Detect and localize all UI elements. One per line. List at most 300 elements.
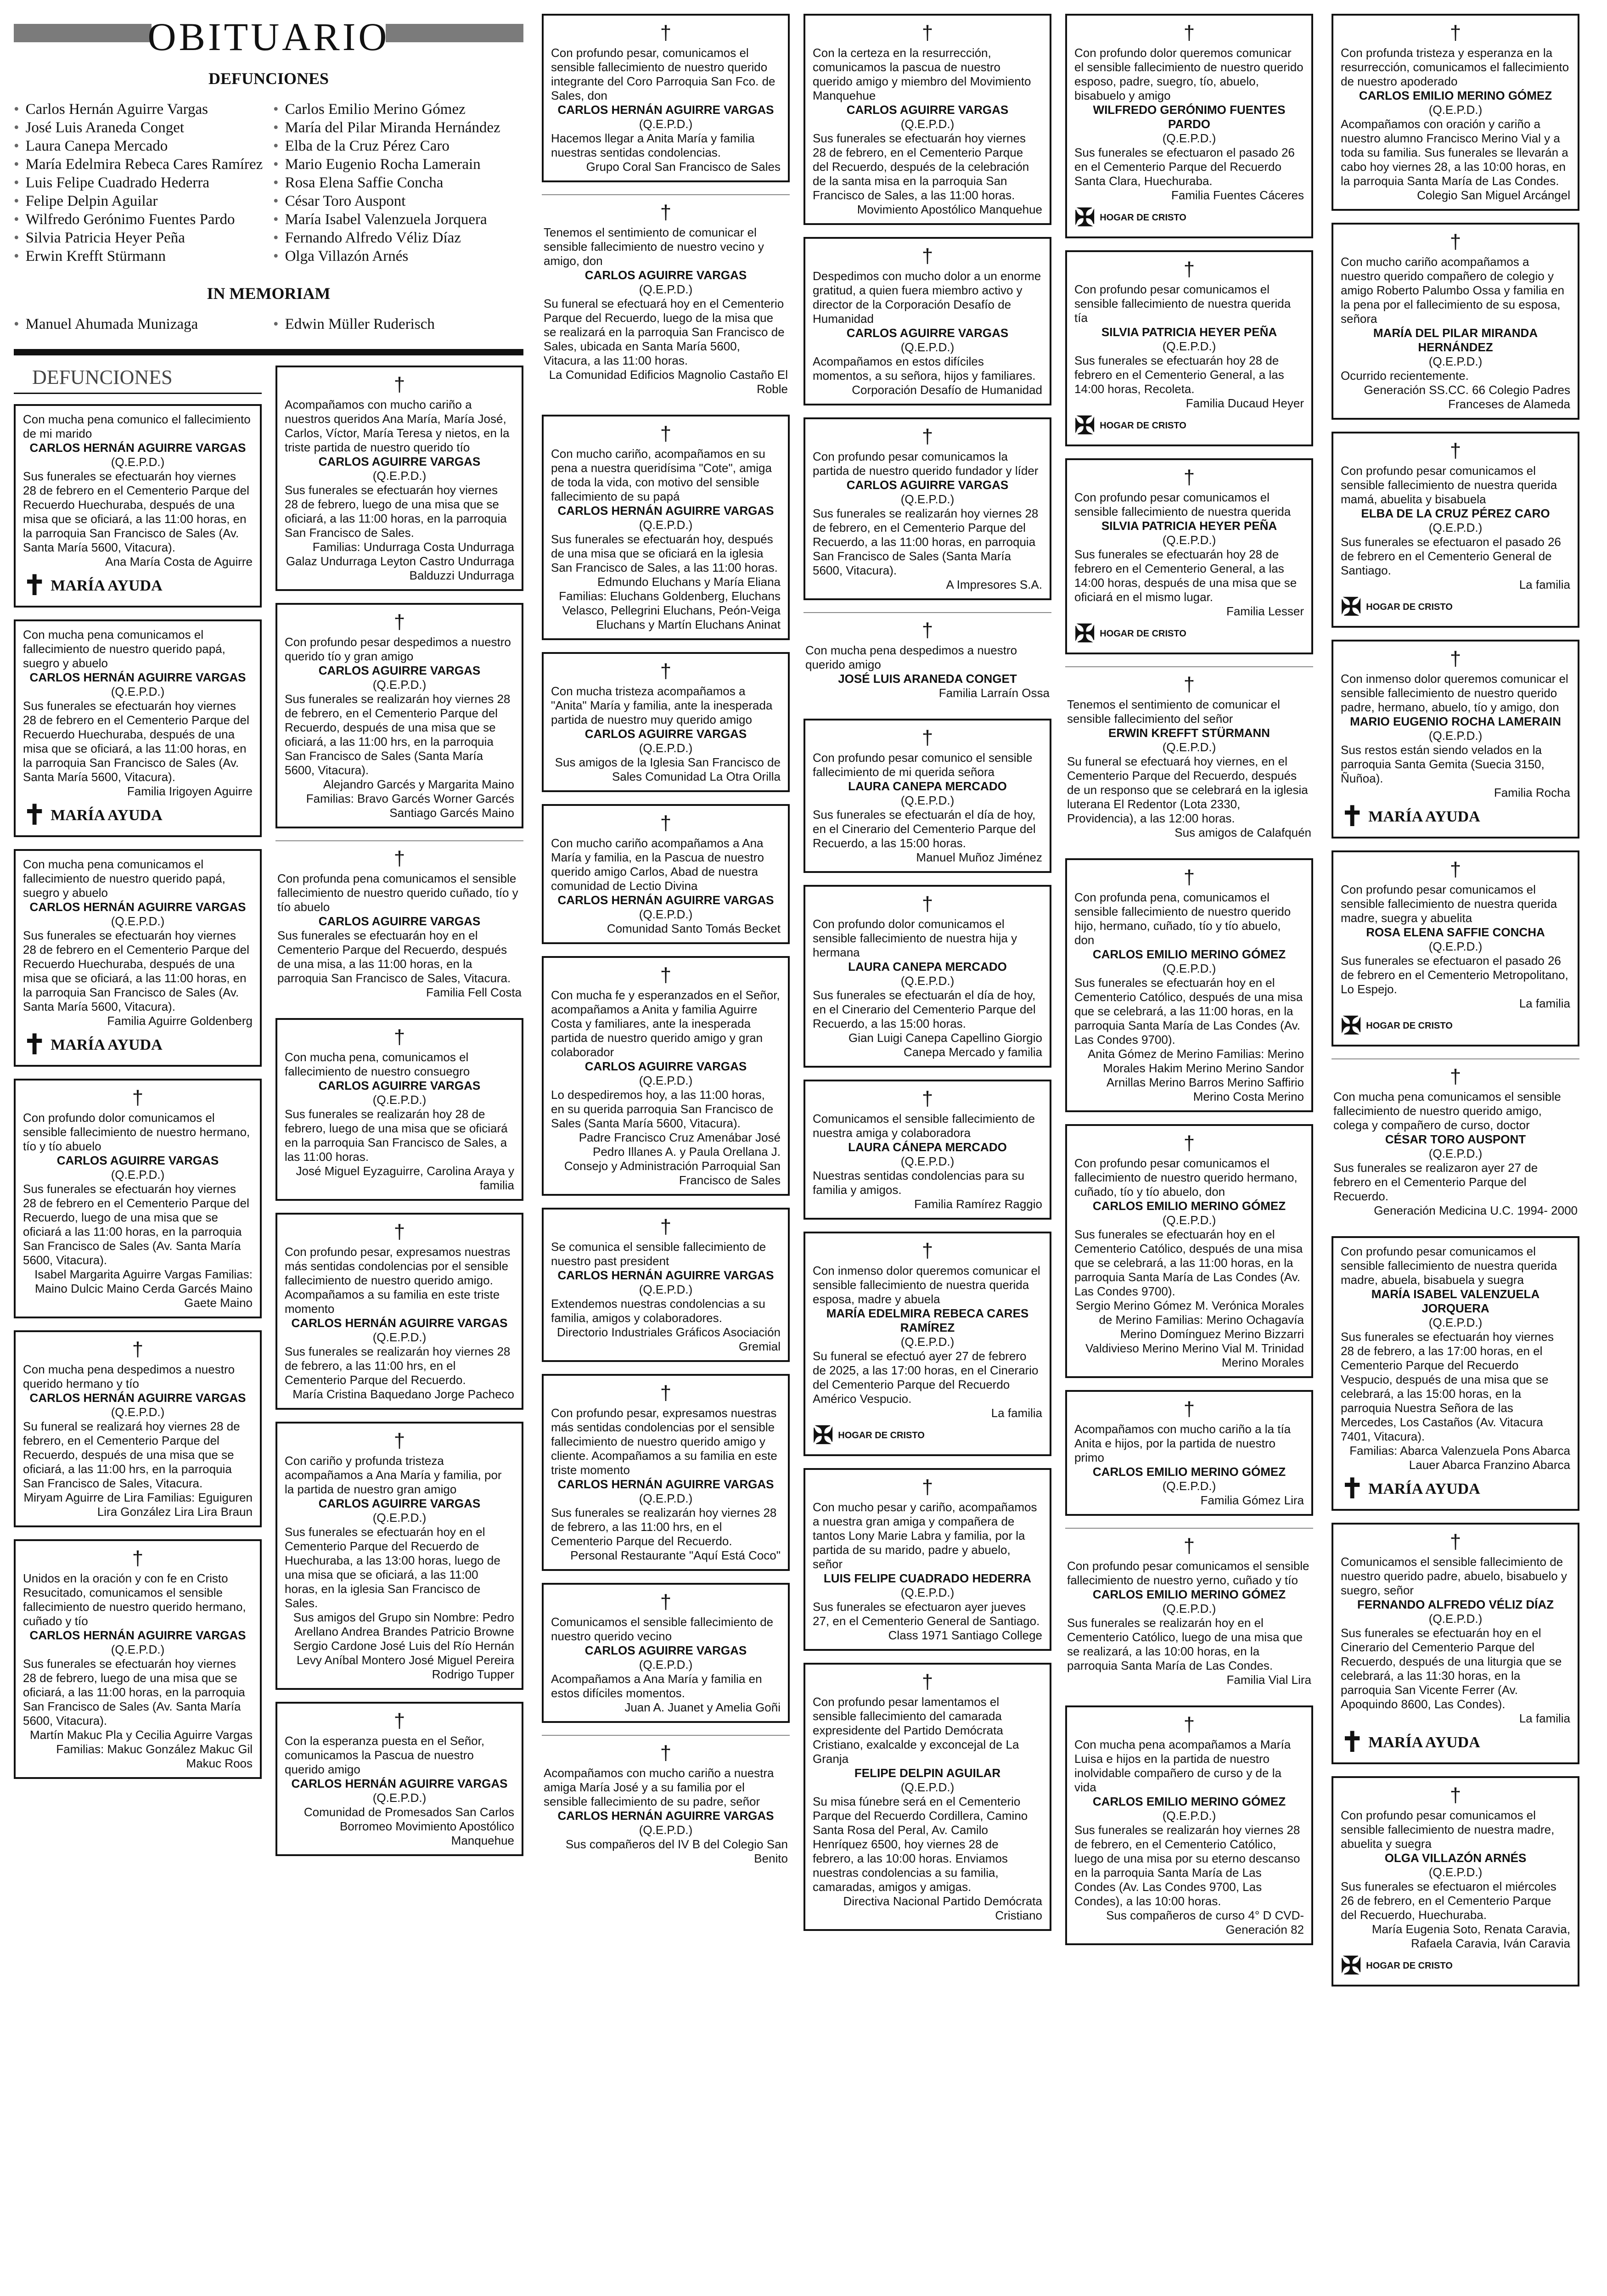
cross-icon: †	[1183, 673, 1195, 696]
cross-icon: †	[1450, 439, 1461, 462]
qepd-label: (Q.E.P.D.)	[1428, 1316, 1483, 1329]
notice-intro: Con profundo pesar comunicamos el fallecimiento de nuestro querido hermano, cuñado, tío y tío abuelo, don	[1074, 1156, 1298, 1199]
cross-icon: †	[921, 619, 933, 642]
deceased-name: OLGA VILLAZÓN ARNÉS	[1384, 1851, 1527, 1865]
deceased-name: CARLOS AGUIRRE VARGAS	[584, 727, 747, 741]
logo-text: HOGAR DE CRISTO	[1100, 213, 1186, 223]
notice-body: Sus funerales se efectuarán hoy viernes 28 de febrero en el Cementerio Parque del Recuerdo Huechuraba, después de una misa que se oficiará, a las 11:00 horas, en la parroquia San Francisco de Sales (Av. Santa María 5600, Vitacura).	[23, 699, 249, 784]
notice-body: Extendemos nuestras condolencias a su familia, amigos y colaboradores.	[551, 1297, 765, 1325]
cross-icon: †	[393, 1026, 405, 1048]
index-name: • Elba de la Cruz Pérez Caro	[273, 137, 523, 155]
cross-icon: †	[921, 22, 933, 44]
deceased-name: CARLOS EMILIO MERINO GÓMEZ	[1359, 89, 1552, 102]
defunciones-heading: DEFUNCIONES	[208, 69, 329, 88]
obituary-notice	[542, 415, 790, 640]
sub-column-1	[14, 366, 262, 1868]
deceased-name: CARLOS AGUIRRE VARGAS	[846, 103, 1009, 117]
notice-intro: Unidos en la oración y con fe en Cristo Resucitado, comunicamos el sensible fallecimiento de nuestro querido hermano, cuñado y tío	[23, 1571, 246, 1628]
qepd-label: (Q.E.P.D.)	[639, 1283, 693, 1296]
deceased-name: SILVIA PATRICIA HEYER PEÑA	[1101, 519, 1277, 533]
notice-intro: Con profundo pesar, expresamos nuestras más sentidas condolencias por el sensible fallecimiento de nuestro querido amigo y cliente. Acompañamos a su familia en este triste momento	[551, 1406, 777, 1477]
obituary-notice	[1332, 432, 1579, 628]
index-name: • Carlos Emilio Merino Gómez	[273, 100, 523, 118]
notice-signature: Familia Fell Costa	[426, 985, 522, 999]
notice-body: Sus funerales se efectuaron ayer jueves 27, en el Cementerio General de Santiago.	[813, 1600, 1040, 1628]
logo-text: MARÍA AYUDA	[1368, 1733, 1480, 1751]
obituary-notice	[1065, 1528, 1313, 1694]
notice-intro: Con profundo pesar comunicamos el sensible fallecimiento de nuestra querida madre, abuela, bisabuela y suegra	[1341, 1244, 1557, 1287]
notice-signature: María Cristina Baquedano Jorge Pacheco	[292, 1387, 514, 1401]
notice-body: Sus funerales se efectuarán hoy en el Cementerio Católico, después de una misa que se celebrará, a las 11:00 horas, en la parroquia Santa María de Las Condes (Av. Las Condes 9700).	[1074, 976, 1303, 1047]
obituary-notice	[542, 1583, 790, 1723]
obituary-notice	[1065, 14, 1313, 238]
notice-intro: Con mucha pena despedimos a nuestro querido hermano y tío	[23, 1362, 235, 1390]
notice-signature: Generación SS.CC. 66 Colegio Padres Franceses de Alameda	[1364, 383, 1570, 411]
notice-intro: Con profundo pesar comunicamos el sensible fallecimiento de nuestra querida	[1074, 490, 1291, 518]
notice-body: Sus funerales se realizarán hoy viernes 28 de febrero, a las 11:00 hrs, en el Cementerio Parque del Recuerdo.	[285, 1345, 511, 1387]
cross-icon: †	[1450, 647, 1461, 670]
index-name: • María Isabel Valenzuela Jorquera	[273, 210, 523, 229]
index-name: • María Edelmira Rebeca Cares Ramírez	[14, 155, 264, 174]
notice-signature: La familia	[991, 1406, 1042, 1420]
cross-icon: †	[393, 611, 405, 633]
obituary-notice	[804, 719, 1051, 873]
masthead	[14, 14, 523, 59]
memoriam-index	[14, 315, 523, 333]
notice-signature: Sus amigos de la Iglesia San Francisco de Sales Comunidad La Otra Orilla	[555, 755, 781, 783]
notices-column-6	[1332, 14, 1579, 1986]
qepd-label: (Q.E.P.D.)	[1428, 355, 1483, 368]
notice-intro: Con mucha pena comunico el fallecimiento de mi marido	[23, 412, 251, 440]
notice-intro: Tenemos el sentimiento de comunicar el sensible fallecimiento del señor	[1067, 698, 1280, 726]
cross-icon: †	[1183, 1132, 1195, 1154]
qepd-label: (Q.E.P.D.)	[1428, 940, 1483, 953]
qepd-label: (Q.E.P.D.)	[111, 1643, 165, 1656]
hogar-de-cristo-logo	[1074, 205, 1186, 230]
notice-intro: Con inmenso dolor queremos comunicar el sensible fallecimiento de nuestro querido padre, hermano, abuelo, tío y amigo, don	[1341, 672, 1568, 714]
column-1	[14, 14, 523, 1868]
notice-intro: Con inmenso dolor queremos comunicar el sensible fallecimiento de nuestra querida esposa, madre y abuela	[813, 1264, 1040, 1306]
cross-icon: †	[921, 1239, 933, 1262]
notice-intro: Con mucha pena despedimos a nuestro querido amigo	[805, 643, 1017, 671]
qepd-label: (Q.E.P.D.)	[1428, 1612, 1483, 1626]
notice-signature: Edmundo Eluchans y María Eliana Familias: Eluchans Goldenberg, Eluchans Velasco, Pellegrini Eluchans, Peón-Veiga Eluchans y Martín Eluchans Aninat	[559, 575, 781, 631]
deceased-name: CARLOS EMILIO MERINO GÓMEZ	[1092, 947, 1286, 961]
notice-body: Sus funerales se realizarán hoy viernes 28 de febrero, en el Cementerio Parque del Recuerdo, después de una misa que se oficiará, a las 11:00 hrs, en la parroquia San Francisco de Sales (Santa María 5600, Vitacura).	[285, 692, 511, 777]
notice-signature: Corporación Desafío de Humanidad	[852, 383, 1042, 397]
notices-column-4	[804, 14, 1051, 1931]
deceased-name: CARLOS AGUIRRE VARGAS	[318, 1079, 481, 1092]
deceased-name: CARLOS AGUIRRE VARGAS	[318, 1497, 481, 1510]
notice-signature: Alejandro Garcés y Margarita Maino Familias: Bravo Garcés Worner Garcés Santiago Garcés Maino	[306, 777, 514, 820]
qepd-label: (Q.E.P.D.)	[1162, 740, 1216, 754]
notice-body: Sus funerales se efectuarán hoy viernes 28 de febrero, luego de una misa que se oficiará, a las 11:00 horas, en la parroquia San Francisco de Sales (Av. Santa María 5600, Vitacura).	[23, 1657, 245, 1728]
notice-body: Sus funerales se efectuaron el pasado 26 de febrero en el Cementerio Metropolitano, Lo Espejo.	[1341, 954, 1568, 996]
hogar-mark-icon: ✠	[1074, 412, 1096, 439]
notice-intro: Con profundo pesar comunicamos la partida de nuestro querido fundador y líder	[813, 450, 1039, 478]
obituary-notice	[804, 417, 1051, 600]
obituary-notice	[1065, 458, 1313, 654]
notice-signature: Familia Lesser	[1226, 604, 1304, 618]
deceased-name: CARLOS HERNÁN AGUIRRE VARGAS	[557, 103, 774, 117]
notice-intro: Acompañamos con mucho cariño a la tía Anita e hijos, por la partida de nuestro primo	[1074, 1422, 1291, 1464]
cross-icon: †	[1450, 1065, 1461, 1088]
notice-body: Sus funerales se realizarán hoy viernes 28 de febrero, a las 11:00 hrs, en el Cementerio Parque del Recuerdo.	[551, 1506, 777, 1548]
cross-icon: †	[1450, 1784, 1461, 1806]
notice-signature: Ana María Costa de Aguirre	[105, 555, 253, 568]
notice-intro: Comunicamos el sensible fallecimiento de nuestro querido padre, abuelo, bisabuelo y suegro, señor	[1341, 1555, 1567, 1597]
hogar-de-cristo-logo	[813, 1423, 925, 1448]
cross-icon: †	[921, 425, 933, 448]
qepd-label: (Q.E.P.D.)	[900, 117, 955, 131]
obituary-notice	[542, 1374, 790, 1571]
qepd-label: (Q.E.P.D.)	[1428, 729, 1483, 743]
crucifix-icon: ✝	[23, 1030, 46, 1060]
maria-ayuda-logo	[23, 801, 163, 829]
cross-icon: †	[1450, 1531, 1461, 1553]
notice-body: Sus funerales se efectuarán hoy viernes 28 de febrero, a las 17:00 horas, en el Cementerio Parque del Recuerdo Vespucio, después de una misa que se celebrará, a las 15:00 horas, en la parroquia Nuestra Señora de las Mercedes, Los Castaños (Av. Vitacura 7401, Vitacura).	[1341, 1330, 1554, 1443]
cross-icon: †	[393, 1221, 405, 1243]
obituary-notice	[14, 404, 262, 608]
hogar-mark-icon: ✠	[1341, 593, 1362, 621]
cross-icon: †	[921, 1671, 933, 1693]
notice-signature: Padre Francisco Cruz Amenábar José Pedro Illanes A. y Paula Orellana J. Consejo y Administración Parroquial San Francisco de Sales	[564, 1131, 781, 1187]
notice-signature: Familias: Undurraga Costa Undurraga Galaz Undurraga Leyton Castro Undurraga Balduzzi Undurraga	[286, 540, 514, 582]
cross-icon: †	[660, 812, 672, 834]
deceased-name: CARLOS AGUIRRE VARGAS	[318, 914, 481, 928]
cross-icon: †	[660, 964, 672, 986]
logo-text: MARÍA AYUDA	[1368, 1480, 1480, 1497]
notice-body: Sus funerales se efectuarán hoy en el Cementerio Parque del Recuerdo de Huechuraba, a las 13:00 horas, luego de una misa que se oficiará, a las 11:00 horas, en la iglesia San Francisco de Sales.	[285, 1525, 500, 1610]
obituary-notice	[1332, 1776, 1579, 1986]
deceased-name: CARLOS AGUIRRE VARGAS	[846, 478, 1009, 492]
logo-text: HOGAR DE CRISTO	[1100, 421, 1186, 431]
notice-body: Acompañamos en estos difíciles momentos, a su señora, hijos y familiares.	[813, 355, 1036, 383]
qepd-label: (Q.E.P.D.)	[1162, 533, 1216, 547]
notice-signature: Movimiento Apostólico Manquehue	[857, 203, 1042, 216]
obituary-notice	[1065, 250, 1313, 446]
deceased-name: CARLOS HERNÁN AGUIRRE VARGAS	[291, 1316, 508, 1330]
obituary-notice	[804, 885, 1051, 1068]
qepd-label: (Q.E.P.D.)	[1162, 1213, 1216, 1227]
notice-intro: Con mucha pena comunicamos el fallecimiento de nuestro querido papá, suegro y abuelo	[23, 857, 225, 900]
column-3	[542, 14, 790, 1884]
deceased-name: CARLOS HERNÁN AGUIRRE VARGAS	[557, 893, 774, 907]
notice-intro: Con mucha pena comunicamos el sensible fallecimiento de nuestro querido amigo, colega y compañero de curso, doctor	[1333, 1090, 1561, 1132]
notices-column-2	[275, 366, 523, 1856]
column-4	[804, 14, 1051, 1943]
hogar-de-cristo-logo	[1074, 621, 1186, 646]
obituary-notice	[804, 612, 1051, 707]
cross-icon: †	[1183, 466, 1195, 489]
crucifix-icon: ✝	[23, 800, 46, 830]
notice-body: Nuestras sentidas condolencias para su familia y amigos.	[813, 1169, 1025, 1197]
obituary-notice	[275, 1422, 523, 1690]
qepd-label: (Q.E.P.D.)	[900, 974, 955, 988]
obituary-notice	[1065, 1705, 1313, 1945]
hogar-mark-icon: ✠	[1341, 1952, 1362, 1980]
notice-body: Hacemos llegar a Anita María y familia nuestras sentidas condolencias.	[551, 131, 755, 159]
notice-intro: Con profundo pesar comunicamos el sensible fallecimiento de nuestra querida madre, suegra y abuelita	[1341, 883, 1557, 925]
deceased-name: CARLOS AGUIRRE VARGAS	[846, 326, 1009, 340]
notice-intro: Comunicamos el sensible fallecimiento de nuestra amiga y colaboradora	[813, 1112, 1035, 1140]
obituary-notice	[275, 1213, 523, 1410]
deceased-name: ELBA DE LA CRUZ PÉREZ CARO	[1361, 506, 1550, 520]
deceased-name: MARÍA DEL PILAR MIRANDA HERNÁNDEZ	[1373, 326, 1538, 354]
cross-icon: †	[660, 422, 672, 445]
obituary-notice	[275, 1702, 523, 1856]
logo-text: HOGAR DE CRISTO	[838, 1430, 925, 1441]
obituary-notice	[14, 1079, 262, 1318]
qepd-label: (Q.E.P.D.)	[900, 793, 955, 807]
cross-icon: †	[1450, 858, 1461, 881]
qepd-label: (Q.E.P.D.)	[900, 1335, 955, 1349]
maria-ayuda-logo	[23, 572, 163, 599]
deceased-name: LAURA CANEPA MERCADO	[848, 960, 1007, 974]
cross-icon: †	[132, 1338, 144, 1361]
cross-icon: †	[921, 245, 933, 267]
deceased-name: CARLOS HERNÁN AGUIRRE VARGAS	[291, 1777, 508, 1790]
index-name: • José Luis Araneda Conget	[14, 118, 264, 137]
notice-intro: Acompañamos con mucho cariño a nuestra amiga María José y a su familia por el sensible fallecimiento de su padre, señor	[544, 1766, 774, 1808]
index-name: • Laura Canepa Mercado	[14, 137, 264, 155]
notice-signature: Familia Gómez Lira	[1200, 1493, 1304, 1507]
index-name: • César Toro Auspont	[273, 192, 523, 210]
notice-intro: Con cariño y profunda tristeza acompañamos a Ana María y familia, por la partida de nuestro gran amigo	[285, 1454, 502, 1496]
qepd-label: (Q.E.P.D.)	[372, 1791, 427, 1805]
obituary-notice	[804, 1232, 1051, 1456]
qepd-label: (Q.E.P.D.)	[372, 1330, 427, 1344]
notice-intro: Tenemos el sentimiento de comunicar el sensible fallecimiento de nuestro vecino y amigo, don	[544, 225, 764, 268]
notice-intro: Con profundo pesar comunicamos el sensible fallecimiento de nuestra querida tía	[1074, 282, 1291, 325]
obituary-notice	[804, 237, 1051, 405]
deceased-name: CÉSAR TORO AUSPONT	[1385, 1132, 1526, 1146]
deceased-name: SILVIA PATRICIA HEYER PEÑA	[1101, 325, 1277, 339]
qepd-label: (Q.E.P.D.)	[900, 1586, 955, 1599]
cross-icon: †	[660, 201, 672, 224]
notice-body: Sus funerales se efectuarán el día de hoy, en el Cinerario del Cementerio Parque del Recuerdo, a las 15:00 horas.	[813, 988, 1036, 1030]
notice-intro: Con profundo pesar, expresamos nuestras más sentidas condolencias por el sensible fallecimiento de nuestro querido amigo. Acompañamos a su familia en este triste momento	[285, 1245, 511, 1316]
cross-icon: †	[393, 1710, 405, 1732]
deceased-name: CARLOS EMILIO MERINO GÓMEZ	[1092, 1199, 1286, 1213]
notice-body: Sus funerales se efectuarán hoy viernes 28 de febrero, luego de una misa que se oficiará, a las 11:00 horas, en la parroquia San Francisco de Sales.	[285, 483, 507, 540]
notice-signature: Familia Ramírez Raggio	[914, 1197, 1042, 1211]
obituary-notice	[275, 1018, 523, 1201]
notice-intro: Despedimos con mucho dolor a un enorme gratitud, a quien fuera miembro activo y director de la Corporación Desafío de Humanidad	[813, 269, 1041, 326]
notice-signature: Familia Vial Lira	[1226, 1673, 1311, 1687]
notice-intro: Con profundo dolor comunicamos el sensible fallecimiento de nuestra hija y hermana	[813, 917, 1017, 959]
obituary-notice	[275, 366, 523, 591]
obituary-notice	[14, 849, 262, 1067]
deceased-name: CARLOS AGUIRRE VARGAS	[584, 268, 747, 282]
maria-ayuda-logo	[23, 1031, 163, 1058]
qepd-label: (Q.E.P.D.)	[372, 678, 427, 692]
qepd-label: (Q.E.P.D.)	[111, 455, 165, 469]
notice-body: Sus funerales se efectuarán el día de hoy, en el Cinerario del Cementerio Parque del Recuerdo, a las 15:00 horas.	[813, 808, 1036, 850]
deceased-name: JOSÉ LUIS ARANEDA CONGET	[838, 672, 1017, 686]
deceased-name: LUIS FELIPE CUADRADO HEDERRA	[823, 1571, 1032, 1585]
notice-intro: Con profundo dolor comunicamos el sensible fallecimiento de nuestro hermano, tío y tío abuelo	[23, 1111, 250, 1153]
deceased-name: FELIPE DELPIN AGUILAR	[854, 1766, 1001, 1780]
qepd-label: (Q.E.P.D.)	[1162, 1809, 1216, 1823]
cross-icon: †	[1183, 1535, 1195, 1557]
qepd-label: (Q.E.P.D.)	[1162, 1602, 1216, 1615]
obituary-notice	[1332, 640, 1579, 838]
notice-signature: Sergio Merino Gómez M. Verónica Morales de Merino Familias: Merino Ochagavía Merino Domínguez Merino Bizzarri Valdivieso Merino Merino Vial M. Trinidad Merino Morales	[1075, 1299, 1304, 1369]
notice-intro: Con mucha pena acompañamos a María Luisa e hijos en la partida de nuestro inolvidable compañero de curso y de la vida	[1074, 1738, 1291, 1794]
deceased-name: CARLOS HERNÁN AGUIRRE VARGAS	[29, 670, 246, 684]
notice-body: Su misa fúnebre será en el Cementerio Parque del Recuerdo Cordillera, Camino Santa Rosa del Peral, Av. Camilo Henríquez 6500, hoy viernes 28 de febrero, a las 10:00 horas. Enviamos nuestras condolencias a su familia, camaradas, amigos y amigas.	[813, 1795, 1028, 1894]
qepd-label: (Q.E.P.D.)	[900, 1154, 955, 1168]
deceased-index	[14, 100, 523, 265]
cross-icon: †	[921, 726, 933, 749]
deceased-name: CARLOS HERNÁN AGUIRRE VARGAS	[557, 1268, 774, 1282]
cross-icon: †	[1450, 22, 1461, 44]
notice-signature: Comunidad Santo Tomás Becket	[607, 922, 781, 935]
deceased-name: CARLOS EMILIO MERINO GÓMEZ	[1092, 1587, 1286, 1601]
notice-body: Sus funerales se realizarán hoy viernes 28 de febrero, en el Cementerio Católico, luego de una misa por su eterno descanso en la parroquia Santa María de Las Condes (Av. Las Condes 9700, Las Condes), a las 10:00 horas.	[1074, 1823, 1300, 1908]
notice-intro: Comunicamos el sensible fallecimiento de nuestro querido vecino	[551, 1615, 774, 1643]
logo-text: MARÍA AYUDA	[51, 577, 163, 594]
hogar-de-cristo-logo	[1074, 413, 1186, 438]
qepd-label: (Q.E.P.D.)	[111, 914, 165, 928]
deceased-name: LAURA CÁNEPA MERCADO	[848, 1140, 1007, 1154]
notice-intro: Con profundo pesar comunicamos el sensible fallecimiento de nuestra querida mamá, abuelita y bisabuela	[1341, 464, 1557, 506]
cross-icon: †	[393, 373, 405, 396]
cross-icon: †	[921, 1087, 933, 1110]
cross-icon: †	[132, 1086, 144, 1109]
obituary-notice	[1332, 850, 1579, 1047]
notice-body: Ocurrido recientemente.	[1341, 369, 1469, 383]
maria-ayuda-logo	[1341, 1728, 1480, 1756]
qepd-label: (Q.E.P.D.)	[639, 117, 693, 131]
deceased-name: MARÍA ISABEL VALENZUELA JORQUERA	[1371, 1287, 1540, 1315]
cross-icon: †	[1183, 1713, 1195, 1736]
notice-intro: Acompañamos con mucho cariño a nuestros queridos Ana María, María José, Carlos, Víctor, María Teresa y nietos, en la triste partida de nuestro querido tío	[285, 398, 510, 454]
cross-icon: †	[660, 1216, 672, 1238]
notice-signature: Directiva Nacional Partido Demócrata Cristiano	[843, 1894, 1042, 1922]
obituary-notice	[804, 14, 1051, 225]
notice-intro: Con profundo pesar comunicamos el sensible fallecimiento de nuestro yerno, cuñado y tío	[1067, 1559, 1309, 1587]
notice-intro: Con mucho pesar y cariño, acompañamos a nuestra gran amiga y compañera de tantos Lony Marie Labra y familia, por la partida de su marido, padre y abuelo, señor	[813, 1500, 1037, 1571]
notice-signature: Personal Restaurante "Aquí Está Coco"	[570, 1548, 781, 1562]
notice-signature: Familia Aguirre Goldenberg	[107, 1014, 253, 1028]
obituary-notice	[1332, 14, 1579, 211]
qepd-label: (Q.E.P.D.)	[1162, 962, 1216, 975]
notice-signature: Miryam Aguirre de Lira Familias: Eguiguren Lira González Lira Lira Braun	[23, 1491, 253, 1519]
notice-signature: Familia Larraín Ossa	[938, 686, 1050, 700]
notice-body: Lo despediremos hoy, a las 11:00 horas, en su querida parroquia San Francisco de Sales (Santa María 5600, Vitacura).	[551, 1088, 774, 1130]
obituary-notice	[1332, 1523, 1579, 1764]
deceased-name: CARLOS EMILIO MERINO GÓMEZ	[1092, 1465, 1286, 1479]
deceased-name: LAURA CANEPA MERCADO	[848, 779, 1007, 793]
notice-body: Sus funerales se realizarán hoy viernes 28 de febrero, en el Cementerio Parque del Recuerdo, a las 11:00 horas, en parroquia San Francisco de Sales (Santa María 5600, Vitacura).	[813, 506, 1039, 577]
cross-icon: †	[1183, 258, 1195, 281]
qepd-label: (Q.E.P.D.)	[1428, 1865, 1483, 1879]
qepd-label: (Q.E.P.D.)	[111, 1405, 165, 1419]
notice-intro: Con profundo pesar despedimos a nuestro querido tío y gran amigo	[285, 635, 511, 663]
qepd-label: (Q.E.P.D.)	[372, 1511, 427, 1525]
notice-intro: Con la esperanza puesta en el Señor, comunicamos la Pascua de nuestro querido amigo	[285, 1734, 485, 1776]
obituary-notice	[542, 956, 790, 1196]
qepd-label: (Q.E.P.D.)	[1162, 131, 1216, 145]
obituary-notice	[542, 804, 790, 944]
obituary-notice	[275, 840, 523, 1006]
qepd-label: (Q.E.P.D.)	[639, 907, 693, 921]
notice-body: Su funeral se efectuará hoy viernes, en el Cementerio Parque del Recuerdo, después de un responso que se celebrará en la iglesia luterana El Redentor (Lota 2330, Providencia), a las 12:00 horas.	[1067, 754, 1308, 825]
notice-body: Sus funerales se efectuaron el miércoles 26 de febrero, en el Cementerio Parque del Recuerdo, Huechuraba.	[1341, 1880, 1556, 1922]
notice-signature: Grupo Coral San Francisco de Sales	[586, 160, 781, 174]
deceased-name: CARLOS AGUIRRE VARGAS	[584, 1059, 747, 1073]
deceased-name: CARLOS HERNÁN AGUIRRE VARGAS	[29, 1391, 246, 1405]
notice-body: Sus funerales se realizarán hoy 28 de febrero, luego de una misa que se oficiará en la parroquia San Francisco de Sales, a las 11:00 horas.	[285, 1107, 508, 1164]
hogar-mark-icon: ✠	[1074, 204, 1096, 231]
deceased-name: CARLOS HERNÁN AGUIRRE VARGAS	[557, 504, 774, 518]
qepd-label: (Q.E.P.D.)	[900, 492, 955, 506]
notice-body: Sus funerales se realizarán hoy en el Cementerio Católico, luego de una misa que se realizará, a las 10:00 horas, en la parroquia Santa María de Las Condes.	[1067, 1616, 1303, 1672]
notices-column-3	[542, 14, 790, 1872]
cross-icon: †	[1183, 1398, 1195, 1420]
index-name: • Carlos Hernán Aguirre Vargas	[14, 100, 264, 118]
notice-intro: Con profundo pesar comunicamos el sensible fallecimiento de nuestra madre, abuelita y suegra	[1341, 1808, 1555, 1851]
cross-icon: †	[1183, 22, 1195, 44]
defunciones-section-title: DEFUNCIONES	[14, 366, 262, 394]
obituary-notice	[1065, 666, 1313, 846]
obituary-notice	[542, 652, 790, 792]
notice-body: Su funeral se efectuó ayer 27 de febrero de 2025, a las 17:00 horas, en el Cinerario del Cementerio Parque del Recuerdo Américo Vespucio.	[813, 1349, 1039, 1406]
deceased-name: WILFREDO GERÓNIMO FUENTES PARDO	[1093, 103, 1286, 131]
notice-signature: José Miguel Eyzaguirre, Carolina Araya y familia	[296, 1164, 514, 1192]
logo-text: HOGAR DE CRISTO	[1100, 629, 1186, 639]
qepd-label: (Q.E.P.D.)	[639, 518, 693, 532]
maria-ayuda-logo	[1341, 803, 1480, 830]
deceased-name: CARLOS EMILIO MERINO GÓMEZ	[1092, 1795, 1286, 1808]
qepd-label: (Q.E.P.D.)	[372, 1093, 427, 1107]
notice-signature: Colegio San Miguel Arcángel	[1417, 188, 1570, 202]
notice-intro: Con mucha pena, comunicamos el fallecimiento de nuestro consuegro	[285, 1050, 470, 1078]
notice-body: Sus funerales se efectuaron el pasado 26 en el Cementerio Parque del Recuerdo Santa Clara, Huechuraba.	[1074, 146, 1295, 188]
deceased-name: CARLOS AGUIRRE VARGAS	[318, 664, 481, 677]
deceased-name: CARLOS HERNÁN AGUIRRE VARGAS	[29, 900, 246, 914]
notice-signature: Familia Ducaud Heyer	[1186, 396, 1304, 410]
cross-icon: †	[660, 1591, 672, 1613]
cross-icon: †	[921, 1476, 933, 1498]
notice-body: Su funeral se realizará hoy viernes 28 de febrero, en el Cementerio Parque del Recuerdo, después de una misa que se oficiará, a las 11:00 hrs, en la parroquia San Francisco de Sales, Vitacura.	[23, 1419, 240, 1490]
crucifix-icon: ✝	[1341, 1727, 1364, 1757]
notice-body: Sus funerales se efectuaron el pasado 26 de febrero en el Cementerio General de Santiago.	[1341, 535, 1561, 577]
notice-intro: Se comunica el sensible fallecimiento de nuestro past president	[551, 1240, 766, 1268]
cross-icon: †	[1450, 231, 1461, 253]
notice-body: Su funeral se efectuará hoy en el Cementerio Parque del Recuerdo, luego de la misa que se realizará en la parroquia San Francisco de Sales, ubicada en Santa María 5600, Vitacura, a las 11:00 horas.	[544, 297, 785, 367]
notice-signature: A Impresores S.A.	[946, 578, 1042, 591]
deceased-name: MARÍA EDELMIRA REBECA CARES RAMÍREZ	[826, 1306, 1029, 1334]
section-divider	[14, 349, 523, 355]
notice-body: Sus funerales se efectuarán hoy viernes 28 de febrero en el Cementerio Parque del Recuerdo, luego de una misa que se oficiará a las 11:00 horas, en la parroquia San Francisco de Sales (Av. Santa María 5600, Vitacura).	[23, 1182, 249, 1267]
notice-signature: La familia	[1519, 578, 1570, 591]
deceased-name: CARLOS HERNÁN AGUIRRE VARGAS	[29, 441, 246, 455]
notice-body: Sus funerales se efectuarán hoy en el Cinerario del Cementerio Parque del Recuerdo, después de una liturgia que se celebrará, a las 11:30 horas, en la parroquia San Vicente Ferrer (Av. Apoquindo 8600, Las Condes).	[1341, 1626, 1562, 1711]
obituary-notice	[542, 1735, 790, 1872]
obituary-notice	[1065, 1390, 1313, 1516]
qepd-label: (Q.E.P.D.)	[111, 685, 165, 698]
qepd-label: (Q.E.P.D.)	[1162, 1479, 1216, 1493]
obituary-notice	[804, 1468, 1051, 1651]
index-list-right	[273, 100, 523, 265]
notices-column-1	[14, 404, 262, 1779]
notice-signature: Anita Gómez de Merino Familias: Merino Morales Hakim Merino Merino Sandor Arnillas Merino Barros Merino Saffirio Merino Costa Merino	[1087, 1047, 1304, 1103]
obituary-notice	[14, 1330, 262, 1527]
notice-body: Acompañamos con oración y cariño a nuestro alumno Francisco Merino Vial y a toda su familia. Sus funerales se llevarán a cabo hoy viernes 28, a las 10:00 horas, en la parroquia Santa María de Las Condes.	[1341, 117, 1568, 188]
